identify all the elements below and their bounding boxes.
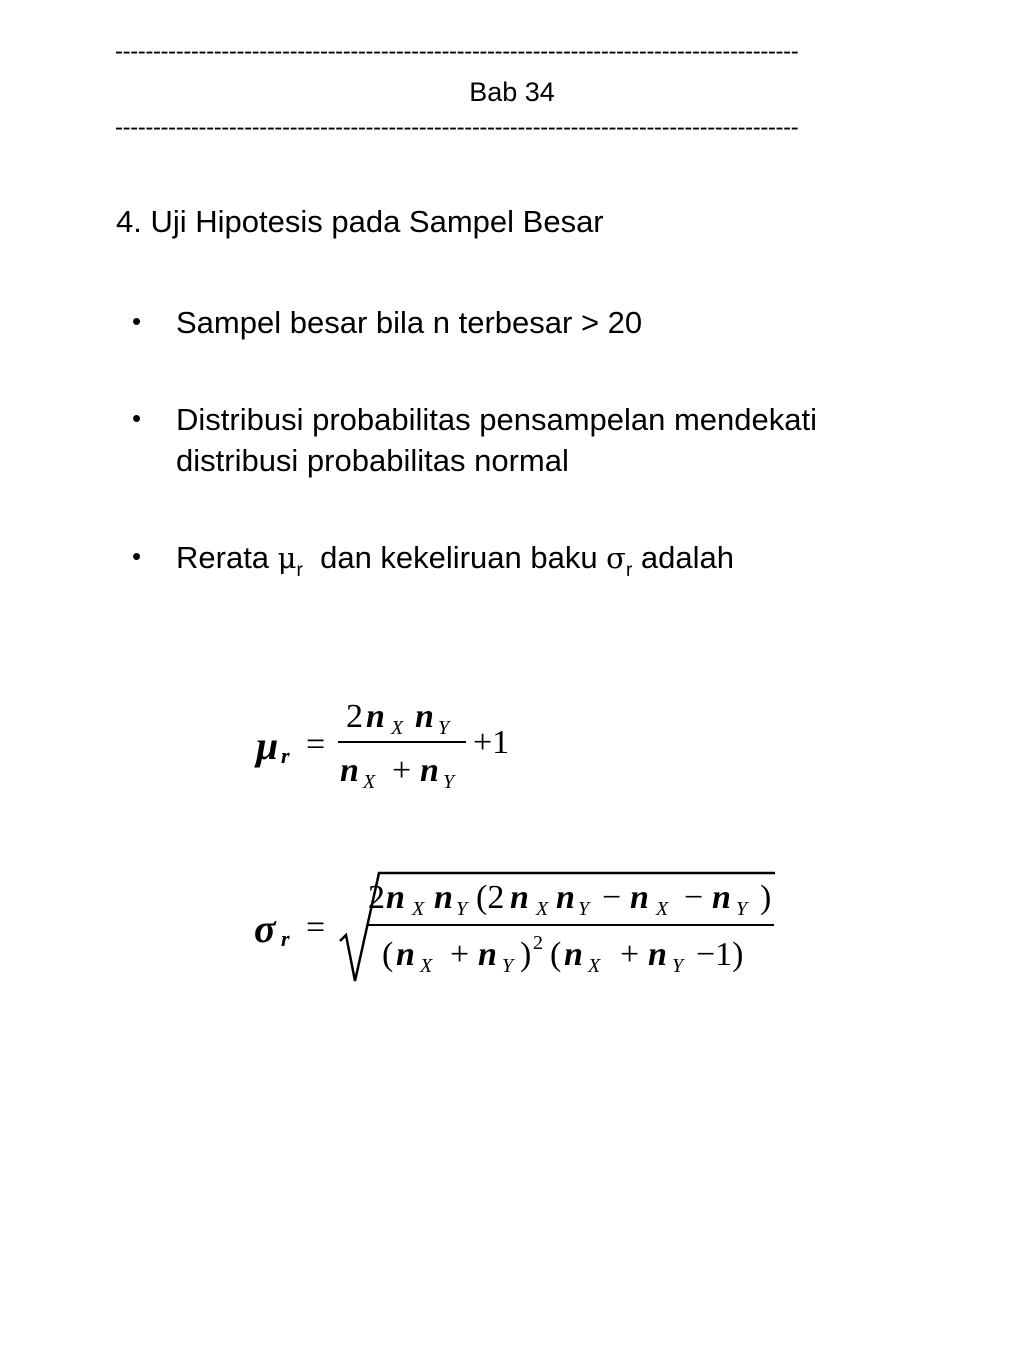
bullet-large-sample: Sampel besar bila n terbesar > 20 [176, 305, 643, 340]
formula-sd-num-token: (2 [476, 879, 505, 916]
header-dashed-rule-bottom: ------------------------------------------------------------------------------------------ [115, 116, 799, 140]
chapter-title: Bab 34 [469, 77, 555, 107]
formula-sd-num-token: n [434, 879, 453, 916]
formula-mean-den-n: n [420, 752, 439, 789]
formula-mean-den-x: X [363, 771, 376, 793]
formula-mean-den-plus: + [392, 752, 412, 789]
formula-sd-den-token: Y [672, 955, 684, 977]
formula-sd-fraction-bar [368, 924, 774, 926]
formula-sd-num-token: − [602, 879, 622, 916]
formula-sd-den-token: + [620, 936, 640, 973]
formula-sd-den-token: 2 [533, 932, 543, 954]
formula-sd-num-token: n [510, 879, 529, 916]
formula-sd-den-token: −1) [696, 936, 744, 973]
formula-mean-num-n: n [415, 698, 434, 735]
formula-mean-fraction-bar [338, 741, 466, 743]
bullet-distribution-line-1: Distribusi probabilitas pensampelan mendekati [176, 402, 818, 437]
formula-sd-num-token: Y [456, 898, 468, 920]
formula-sd [250, 865, 790, 995]
formula-sd-den-token: n [396, 936, 415, 973]
formula-mean-den-y: Y [443, 771, 455, 793]
formula-sd-lhs: σ [254, 906, 276, 951]
formula-mean-den-n: n [340, 752, 359, 789]
mu-symbol: μ [277, 541, 297, 575]
formula-sd-den-token: n [564, 936, 583, 973]
formula-mean-lhs: μ [256, 723, 279, 768]
formula-sd-num-token: n [712, 879, 731, 916]
bullet-distribution [176, 399, 936, 481]
formula-sd-den-token: ( [550, 936, 562, 973]
formula-sd-num-token: X [412, 898, 425, 920]
formula-mean-num-y: Y [438, 717, 450, 739]
formula-sd-den-token: n [478, 936, 497, 973]
sigma-symbol: σ [606, 541, 626, 575]
bullet-mean-sd-text: dan kekeliruan baku [302, 540, 607, 575]
formula-mean [250, 690, 550, 810]
formula-mean-num-two: 2 [346, 698, 363, 735]
sigma-subscript: r [625, 560, 633, 581]
formula-sd-num-token: 2 [368, 879, 385, 916]
formula-sd-den-token: X [588, 955, 601, 977]
formula-sd-num-token: − [684, 879, 704, 916]
bullet-marker: • [132, 403, 142, 433]
formula-sd-den-token: + [450, 936, 470, 973]
formula-sd-den-token: n [648, 936, 667, 973]
bullet-mean-sd-text: adalah [632, 540, 735, 575]
formula-sd-num-token: n [630, 879, 649, 916]
formula-sd-num-token: Y [736, 898, 748, 920]
formula-mean-plus-one: +1 [473, 724, 510, 761]
mu-subscript: r [296, 560, 303, 581]
formula-sd-equals: = [306, 909, 326, 946]
formula-mean-num-x: X [391, 717, 404, 739]
section-heading: 4. Uji Hipotesis pada Sampel Besar [116, 204, 604, 239]
formula-sd-den-token: Y [502, 955, 514, 977]
formula-sd-den-token: ( [382, 936, 394, 973]
formula-sd-num-token: X [536, 898, 549, 920]
formula-sd-num-token: n [556, 879, 575, 916]
formula-sd-num-token: Y [578, 898, 590, 920]
formula-sd-num-token: X [656, 898, 669, 920]
bullet-marker: • [132, 541, 142, 571]
formula-sd-den-token: X [420, 955, 433, 977]
formula-mean-equals: = [306, 726, 326, 763]
formula-sd-num-token: ) [760, 879, 772, 916]
bullet-mean-sd-text: Rerata [176, 540, 278, 575]
header-dashed-rule-top: ------------------------------------------------------------------------------------------ [115, 40, 799, 64]
bullet-marker: • [132, 306, 142, 336]
formula-mean-lhs-sub: r [281, 743, 290, 768]
formula-mean-num-n: n [366, 698, 385, 735]
bullet-distribution-line-2: distribusi probabilitas normal [176, 443, 569, 478]
formula-sd-lhs-sub: r [281, 926, 290, 951]
bullet-mean-sd [176, 537, 936, 583]
formula-sd-num-token: n [386, 879, 405, 916]
formula-sd-den-token: ) [520, 936, 532, 973]
